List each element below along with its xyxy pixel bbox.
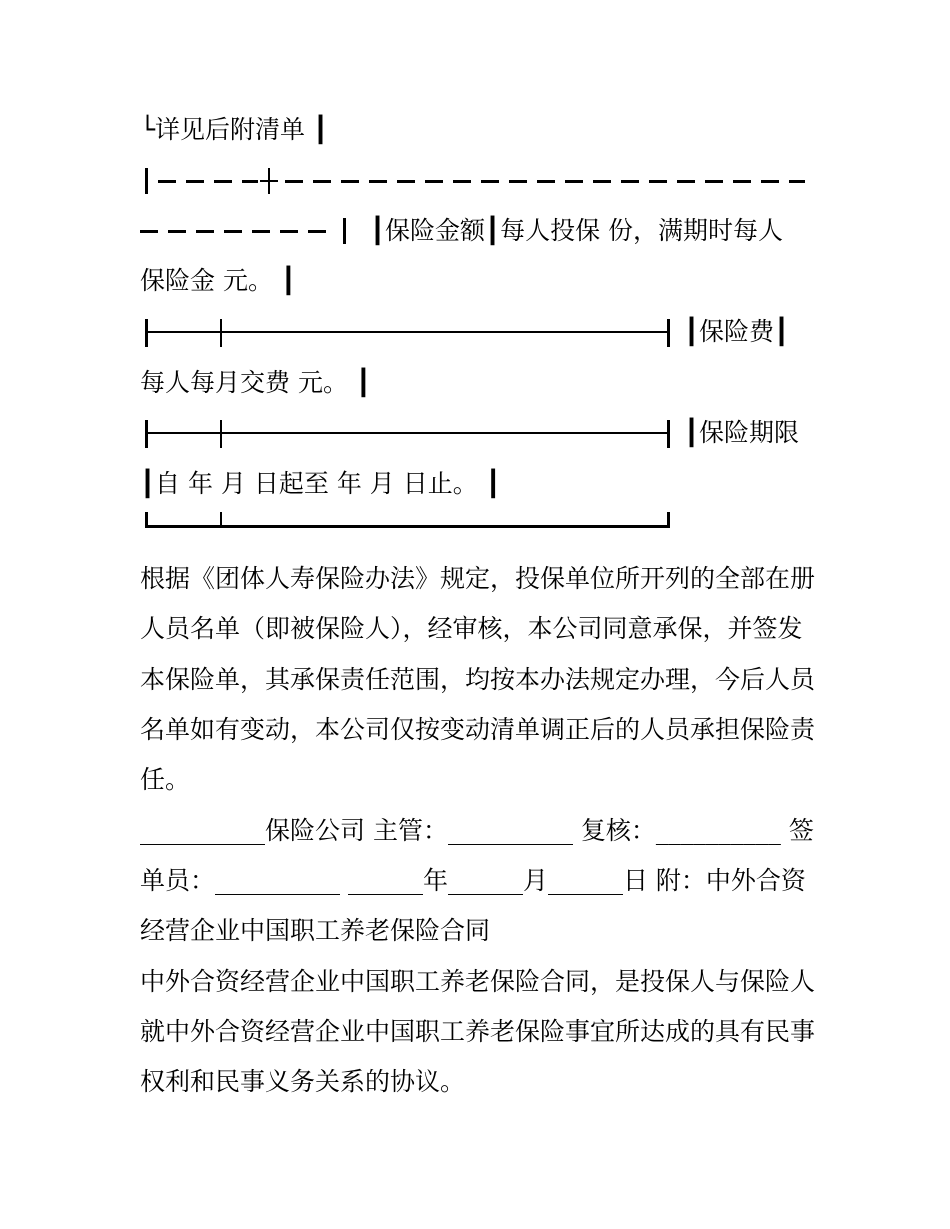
table-cross-h [260, 180, 278, 182]
paragraph-line: 人员名单（即被保险人），经审核，本公司同意承保，并签发 [140, 614, 803, 643]
table-border-left [145, 319, 148, 347]
paragraph-line: 任。 [140, 765, 191, 794]
amount-label: ┃保险金额┃ [370, 216, 501, 245]
table-border-left [145, 420, 148, 448]
amount-text: 每人投保 份，满期时每人 [500, 216, 784, 245]
paragraph-line: 名单如有变动，本公司仅按变动清单调正后的人员承担保险责 [140, 715, 816, 744]
signature-line: 单员：__________ ______年______月______日 附：中外合资 [140, 866, 806, 895]
table-rule [145, 432, 670, 434]
header-line: └详见后附清单 ┃ [140, 115, 329, 144]
paragraph-line: 就中外合资经营企业中国职工养老保险事宜所达成的具有民事 [140, 1017, 816, 1046]
table-bottom-rule [145, 525, 670, 528]
table-rule [145, 331, 670, 333]
period-text: ┃自 年 月 日起至 年 月 日止。 ┃ [140, 469, 501, 498]
table-border-right [667, 420, 670, 448]
paragraph-line: 权利和民事义务关系的协议。 [140, 1067, 466, 1096]
period-label: ┃保险期限 [684, 418, 800, 447]
dashed-rule [285, 180, 805, 183]
premium-text: 每人每月交费 元。 ┃ [140, 368, 371, 397]
table-cross [220, 420, 222, 448]
table-border-left [145, 168, 148, 194]
dashed-rule [158, 180, 258, 183]
table-border-right [667, 319, 670, 347]
paragraph-line: 本保险单，其承保责任范围，均按本办法规定办理，今后人员 [140, 665, 816, 694]
table-cross [220, 319, 222, 347]
dashed-rule [140, 230, 335, 233]
table-border-right [667, 512, 670, 528]
table-cross [220, 512, 222, 526]
attachment-title: 经营企业中国职工养老保险合同 [140, 916, 491, 945]
amount-text-cont: 保险金 元。 ┃ [140, 266, 296, 295]
premium-label: ┃保险费┃ [684, 317, 790, 346]
signature-line: __________保险公司 主管：__________ 复核：__________ 签 [140, 816, 814, 845]
paragraph-line: 根据《团体人寿保险办法》规定，投保单位所开列的全部在册 [140, 564, 816, 593]
paragraph-line: 中外合资经营企业中国职工养老保险合同，是投保人与保险人 [140, 967, 816, 996]
table-border-right [343, 218, 346, 244]
amount-row [370, 216, 810, 246]
